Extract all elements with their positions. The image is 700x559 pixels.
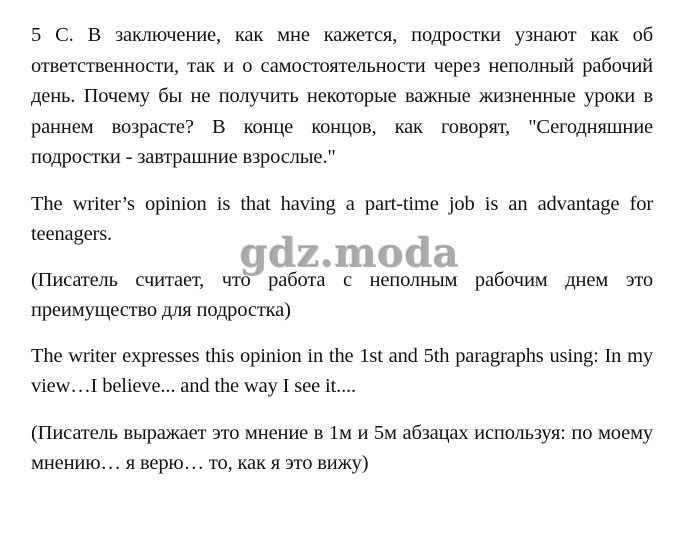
document-body <box>31 20 653 495</box>
paragraph-opinion-expression: The writer expresses this opinion in the 1st and 5th paragraphs using: In my view…I believe... and the way I see it.... <box>31 344 653 397</box>
paragraph-writer-opinion: The writer’s opinion is that having a part-time job is an advantage for teenagers. <box>31 192 653 245</box>
paragraph-opinion-translation: (Писатель считает, что работа с неполным рабочим днем это преимущество для подростка) <box>31 268 653 321</box>
paragraph-expression-translation: (Писатель выражает это мнение в 1м и 5м абзацах используя: по моему мнению… я верю… то, как я это вижу) <box>31 421 653 474</box>
paragraph-russian-conclusion: 5 C. В заключение, как мне кажется, подростки узнают как об ответственности, так и о самостоятельности через неполный рабочий день. Почему бы не получить некоторые важные жизненные уроки в раннем возрасте? В конце концов, как говорят, "Сегодняшние подростки - завтрашние взрослые." <box>31 24 653 168</box>
watermark-logo: gdz.moda <box>240 230 460 277</box>
